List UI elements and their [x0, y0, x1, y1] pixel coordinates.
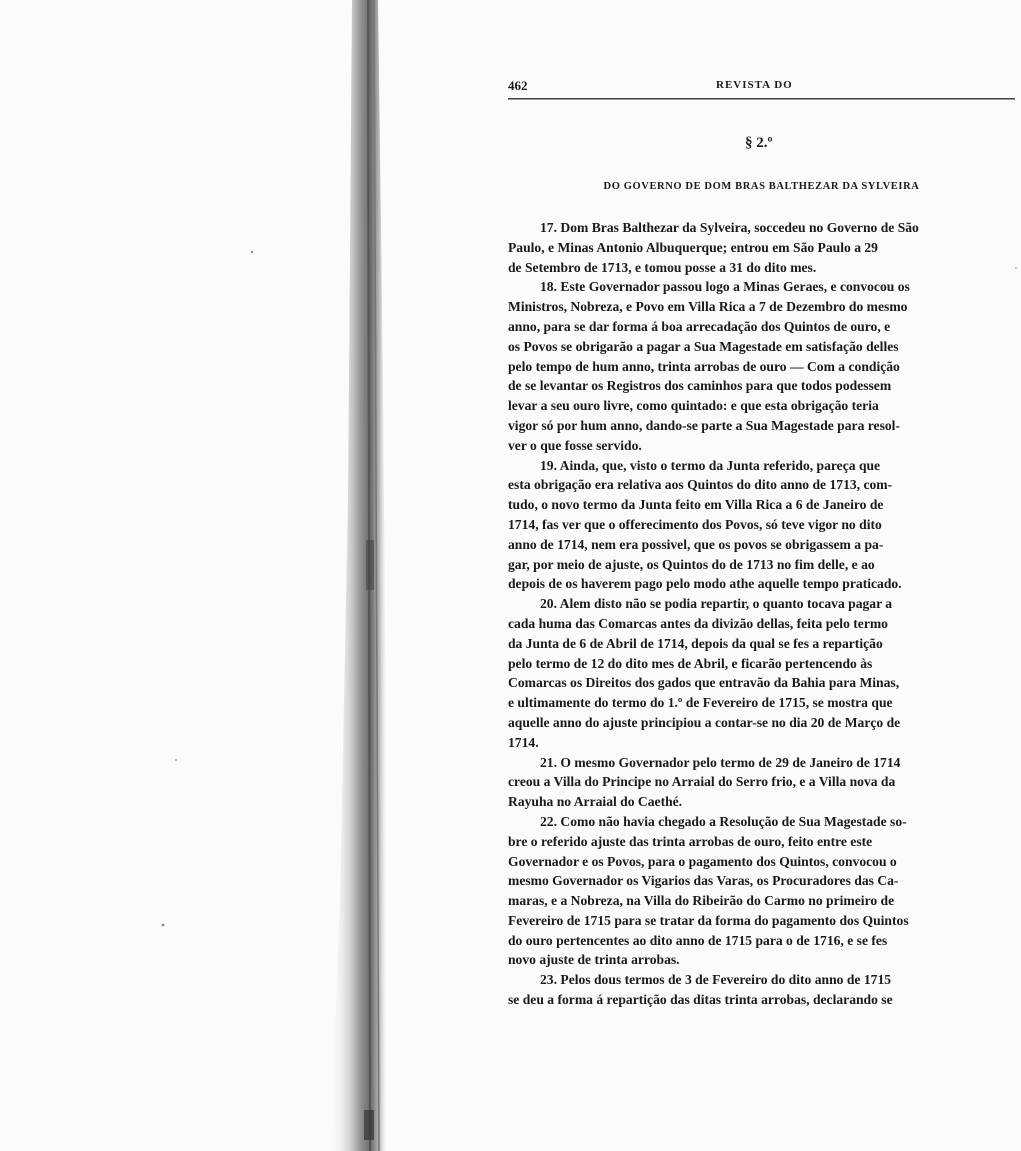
text-line: 17. Dom Bras Balthezar da Sylveira, soccedeu no Governo de São — [540, 220, 919, 235]
text-line: 21. O mesmo Governador pelo termo de 29 de Janeiro de 1714 — [540, 754, 901, 770]
page-number: 462 — [508, 78, 528, 93]
text-line: ver o que fosse servido. — [508, 437, 642, 453]
text-line: maras, e a Nobreza, na Villa do Ribeirão do Carmo no primeiro de — [508, 893, 895, 909]
text-line: Paulo, e Minas Antonio Albuquerque; entrou em São Paulo a 29 — [508, 239, 878, 255]
text-line: e ultimamente do termo do 1.º de Fevereiro de 1715, se mostra que — [508, 695, 893, 711]
text-line: aquelle anno do ajuste principiou a contar-se no dia 20 de Março de — [508, 714, 901, 730]
page-header — [508, 76, 1015, 98]
text-line: de se levantar os Registros dos caminhos para que todos podessem — [508, 378, 892, 394]
header-rule — [508, 98, 1015, 100]
text-line: esta obrigação era relativa aos Quintos do dito anno de 1713, com- — [508, 477, 893, 493]
text-line: depois de os haverem pago pelo modo athe aquelle tempo praticado. — [508, 576, 902, 592]
text-line: 1714, fas ver que o offerecimento dos Povos, só teve vigor no dito — [508, 516, 882, 532]
text-line: pelo termo de 12 do dito mes de Abril, e ficarão pertencendo às — [508, 655, 873, 671]
text-line: da Junta de 6 de Abril de 1714, depois da qual se fes a repartição — [508, 635, 883, 651]
text-line: Ministros, Nobreza, e Povo em Villa Rica a 7 de Dezembro do mesmo — [508, 299, 908, 315]
text-line: Comarcas os Direitos dos gados que entravão da Bahia para Minas, — [508, 675, 900, 691]
text-line: tudo, o novo termo da Junta feito em Villa Rica a 6 de Janeiro de — [508, 497, 884, 513]
text-line: creou a Villa do Principe no Arraial do Serro frio, e a Villa nova da — [508, 774, 896, 790]
text-line: 22. Como não havia chegado a Resolução de Sua Magestade so- — [540, 813, 907, 829]
section-heading: § 2.º — [745, 135, 773, 151]
text-line: mesmo Governador os Vigarios das Varas, os Procuradores das Ca- — [508, 873, 899, 889]
text-line: 18. Este Governador passou logo a Minas Geraes, e convocou os — [540, 279, 910, 295]
text-line: cada huma das Comarcas antes da divizão dellas, feita pelo termo — [508, 615, 888, 631]
text-line: Governador e os Povos, para o pagamento dos Quintos, convocou o — [508, 853, 897, 869]
text-line: anno de 1714, nem era possivel, que os povos se obrigassem a pa- — [508, 536, 884, 552]
text-line: se deu a forma á repartição das ditas trinta arrobas, declarando se — [508, 992, 893, 1008]
text-line: 1714. — [508, 734, 539, 750]
text-line: levar a seu ouro livre, como quintado: e que esta obrigação teria — [508, 398, 879, 414]
body-text — [508, 218, 1015, 1010]
text-line: vigor só por hum anno, dando-se parte a Sua Magestade para resol- — [508, 417, 900, 433]
text-line: Fevereiro de 1715 para se tratar da forma do pagamento dos Quintos — [508, 912, 909, 928]
text-line: gar, por meio de ajuste, os Quintos do de 1713 no fim delle, e ao — [508, 556, 875, 572]
text-line: bre o referido ajuste das trinta arrobas de ouro, feito entre este — [508, 833, 873, 849]
text-line: 19. Ainda, que, visto o termo da Junta referido, pareça que — [540, 457, 881, 473]
text-line: 23. Pelos dous termos de 3 de Fevereiro do dito anno de 1715 — [540, 972, 892, 988]
text-line: 20. Alem disto não se podia repartir, o quanto tocava pagar a — [540, 596, 893, 612]
text-line: anno, para se dar forma á boa arrecadação dos Quintos de ouro, e — [508, 318, 891, 334]
text-line: do ouro pertencentes ao dito anno de 1715 para o de 1716, e se fes — [508, 932, 888, 948]
chapter-title: DO GOVERNO DE DOM BRAS BALTHEZAR DA SYLVEIRA — [603, 181, 920, 192]
running-head: REVISTA DO — [716, 79, 793, 91]
text-line: pelo tempo de hum anno, trinta arrobas de ouro — Com a condição — [508, 358, 900, 374]
text-line: novo ajuste de trinta arrobas. — [508, 952, 680, 968]
text-line: de Setembro de 1713, e tomou posse a 31 do dito mes. — [508, 259, 817, 275]
text-line: os Povos se obrigarão a pagar a Sua Magestade em satisfação delles — [508, 338, 899, 354]
text-line: Rayuha no Arraial do Caethé. — [508, 794, 683, 810]
